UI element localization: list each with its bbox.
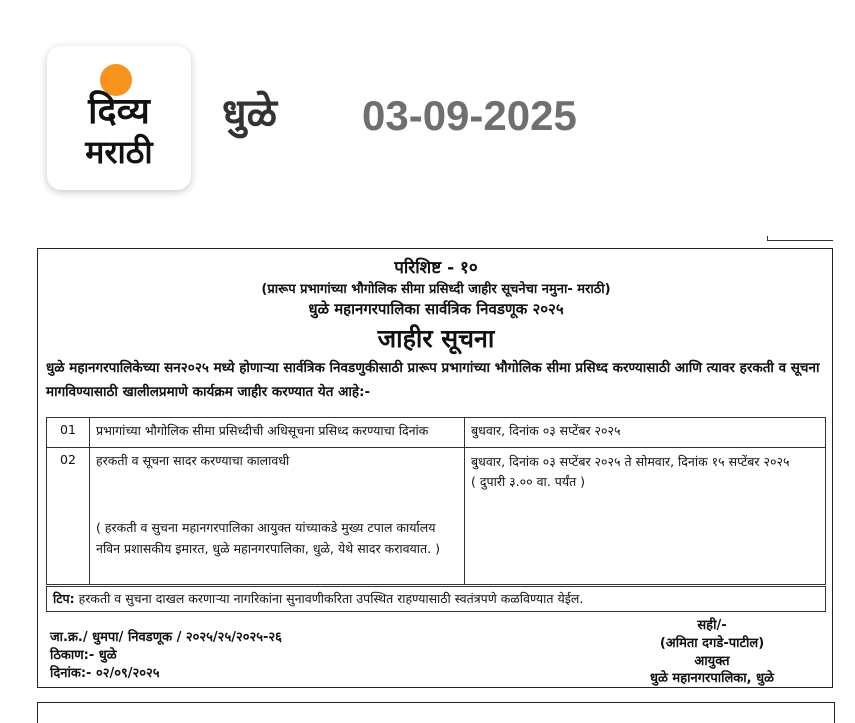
next-notice-edge	[37, 702, 835, 723]
reference-number: जा.क्र./ धुमपा/ निवडणूक / २०२५/२५/२०२५-२६	[50, 630, 282, 645]
notice-intro: धुळे महानगरपालिकेच्या सन२०२५ मध्ये होणाऱ्या सार्वत्रिक निवडणुकीसाठी प्रारूप प्रभागांच्या भौगोलिक सीमा प्रसिध्द करण्यासाठी आणि त्यावर हरकती व सूचना मागविण्यासाठी खालीलप्रमाणे कार्यक्रम जाहीर करण्यात येत आहे:-	[46, 360, 820, 400]
table-row	[47, 448, 826, 585]
public-notice	[37, 248, 833, 688]
logo-text-line1: दिव्य	[88, 91, 150, 132]
logo-text-line2: मराठी	[85, 133, 153, 171]
signatory-title: आयुक्त	[694, 654, 730, 669]
notice-heading: जाहीर सूचना	[377, 324, 495, 353]
signature-signed: सही/-	[697, 618, 727, 633]
row-description-cell	[90, 448, 465, 585]
signatory-name: (अमिता दगडे-पाटील)	[659, 636, 765, 651]
corner-mark-line	[767, 240, 833, 241]
row-date-cell	[465, 448, 826, 585]
row-number: 02	[47, 448, 90, 585]
dated: दिनांक:- ०२/०९/२०२५	[50, 666, 160, 681]
table-row	[47, 418, 826, 448]
row-date: बुधवार, दिनांक ०३ सप्टेंबर २०२५ ते सोमवार, दिनांक १५ सप्टेंबर २०२५	[471, 454, 790, 469]
row-number: 01	[47, 418, 90, 448]
tip-label: टिप:	[53, 591, 75, 606]
tip-text: हरकती व सुचना दाखल करणाऱ्या नागरिकांना सुनावणीकरिता उपस्थित राहण्यासाठी स्वतंत्रपणे कळविण्यात येईल.	[74, 591, 584, 606]
row-note: ( हरकती व सुचना महानगरपालिका आयुक्त यांच्याकडे मुख्य टपाल कार्यालय नविन प्रशासकीय इमारत, धुळे महानगरपालिका, धुळे, येथे सादर करावयात. )	[96, 520, 440, 556]
row-description: प्रभागांच्या भौगोलिक सीमा प्रसिध्दीची अधिसूचना प्रसिध्द करण्याचा दिनांक	[90, 418, 465, 448]
signatory-organisation: धुळे महानगरपालिका, धुळे	[650, 671, 774, 686]
election-title: धुळे महानगरपालिका सार्वत्रिक निवडणूक २०२५	[308, 300, 564, 318]
appendix-title: परिशिष्ट - १०	[394, 258, 478, 278]
city-name: धुळे	[222, 91, 277, 137]
place: ठिकाण:- धुळे	[50, 648, 117, 663]
app-logo	[47, 46, 191, 190]
notice-subtitle: (प्रारूप प्रभागांच्या भौगोलिक सीमा प्रसिध्दी जाहीर सूचनेचा नमुना- मराठी)	[261, 282, 611, 297]
tip-note	[46, 586, 826, 612]
schedule-table	[46, 417, 826, 585]
row-time: ( दुपारी ३.०० वा. पर्यंत )	[471, 474, 586, 489]
row-description: हरकती व सूचना सादर करण्याचा कालावधी	[96, 453, 290, 468]
row-date: बुधवार, दिनांक ०३ सप्टेंबर २०२५	[465, 418, 826, 448]
edition-date: 03-09-2025	[362, 92, 577, 139]
